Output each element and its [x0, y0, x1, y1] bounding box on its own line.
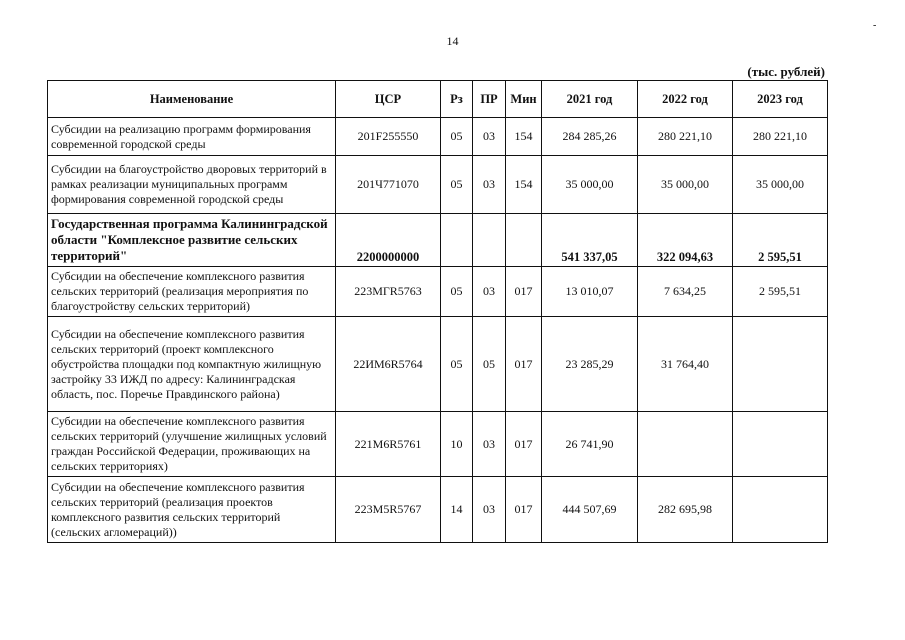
row-2023: 2 595,51 [733, 267, 828, 317]
row-2022 [638, 412, 733, 477]
row-pr: 03 [473, 156, 506, 214]
table-row [48, 412, 828, 477]
row-min: 154 [506, 156, 542, 214]
row-name: Субсидии на обеспечение комплексного развития сельских территорий (реализация мероприятия по благоустройству сельских территорий) [48, 267, 336, 317]
program-name: Государственная программа Калининградской области "Комплексное развитие сельских территорий" [48, 214, 336, 267]
program-pr [473, 214, 506, 267]
row-pr: 03 [473, 267, 506, 317]
col-header-name: Наименование [48, 81, 336, 118]
row-pr: 03 [473, 477, 506, 543]
corner-mark: - [873, 20, 877, 31]
row-2021: 26 741,90 [542, 412, 638, 477]
row-2023 [733, 317, 828, 412]
program-2021: 541 337,05 [542, 214, 638, 267]
program-2023: 2 595,51 [733, 214, 828, 267]
table-row [48, 317, 828, 412]
row-2022: 280 221,10 [638, 118, 733, 156]
row-2021: 23 285,29 [542, 317, 638, 412]
col-header-2021: 2021 год [542, 81, 638, 118]
row-pr: 05 [473, 317, 506, 412]
row-2023: 35 000,00 [733, 156, 828, 214]
col-header-2023: 2023 год [733, 81, 828, 118]
row-min: 017 [506, 317, 542, 412]
row-2021: 284 285,26 [542, 118, 638, 156]
row-name: Субсидии на обеспечение комплексного развития сельских территорий (проект комплексного обустройства площадки под компактную жилищную застройку 33 ИЖД по адресу: Калининградская область, пос. Поречье Правдинского района) [48, 317, 336, 412]
row-csr: 201F255550 [336, 118, 441, 156]
row-rz: 05 [441, 267, 473, 317]
program-row [48, 214, 828, 267]
row-name: Субсидии на реализацию программ формирования современной городской среды [48, 118, 336, 156]
row-name: Субсидии на обеспечение комплексного развития сельских территорий (улучшение жилищных условий граждан Российской Федерации, проживающих на сельских территориях) [48, 412, 336, 477]
row-min: 154 [506, 118, 542, 156]
program-csr: 2200000000 [336, 214, 441, 267]
col-header-csr: ЦСР [336, 81, 441, 118]
row-2021: 35 000,00 [542, 156, 638, 214]
row-rz: 10 [441, 412, 473, 477]
program-rz [441, 214, 473, 267]
table-row [48, 118, 828, 156]
row-pr: 03 [473, 118, 506, 156]
row-2021: 13 010,07 [542, 267, 638, 317]
row-pr: 03 [473, 412, 506, 477]
row-rz: 05 [441, 118, 473, 156]
row-rz: 05 [441, 317, 473, 412]
budget-table [47, 80, 828, 543]
col-header-2022: 2022 год [638, 81, 733, 118]
row-name: Субсидии на обеспечение комплексного развития сельских территорий (реализация проектов комплексного развития сельских территорий (сельских агломераций)) [48, 477, 336, 543]
row-2023: 280 221,10 [733, 118, 828, 156]
table-row [48, 156, 828, 214]
row-2022: 31 764,40 [638, 317, 733, 412]
row-2022: 35 000,00 [638, 156, 733, 214]
row-min: 017 [506, 267, 542, 317]
table-row [48, 267, 828, 317]
program-min [506, 214, 542, 267]
row-2022: 7 634,25 [638, 267, 733, 317]
row-csr: 223M5R5767 [336, 477, 441, 543]
row-min: 017 [506, 477, 542, 543]
row-name: Субсидии на благоустройство дворовых территорий в рамках реализации муниципальных программ формирования современной городской среды [48, 156, 336, 214]
row-2022: 282 695,98 [638, 477, 733, 543]
unit-note: (тыс. рублей) [747, 64, 825, 79]
row-csr: 221M6R5761 [336, 412, 441, 477]
row-rz: 14 [441, 477, 473, 543]
col-header-pr: ПР [473, 81, 506, 118]
row-csr: 201Ч771070 [336, 156, 441, 214]
col-header-min: Мин [506, 81, 542, 118]
row-2021: 444 507,69 [542, 477, 638, 543]
row-2023 [733, 477, 828, 543]
row-csr: 223МГR5763 [336, 267, 441, 317]
table-row [48, 477, 828, 543]
row-2023 [733, 412, 828, 477]
row-csr: 22ИМ6R5764 [336, 317, 441, 412]
page-number: 14 [446, 34, 459, 48]
program-2022: 322 094,63 [638, 214, 733, 267]
row-rz: 05 [441, 156, 473, 214]
row-min: 017 [506, 412, 542, 477]
col-header-rz: Рз [441, 81, 473, 118]
header-row [48, 81, 828, 118]
